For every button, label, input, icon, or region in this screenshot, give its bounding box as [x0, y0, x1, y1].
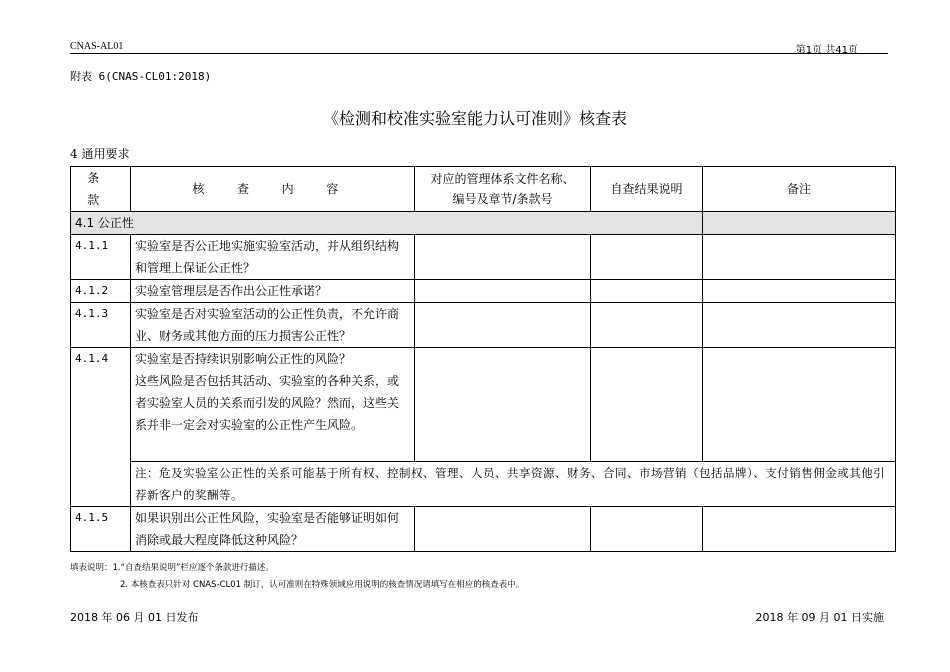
clause-cell: 4.1.2 [71, 280, 131, 303]
content-cell: 如果识别出公正性风险，实验室是否能够证明如何消除或最大程度降低这种风险？ [131, 507, 415, 552]
doc-ref-cell[interactable] [415, 280, 591, 303]
fill-instruction-1: 填表说明：1.“自查结果说明”栏应逐个条款进行描述。 [70, 563, 274, 573]
clause-cell: 4.1.5 [71, 507, 131, 552]
doc-ref-cell[interactable] [415, 235, 591, 280]
table-row [71, 348, 896, 462]
header-self-check: 自查结果说明 [591, 167, 703, 212]
section-title: 4 通用要求 [70, 147, 130, 161]
checklist-table [70, 166, 896, 552]
content-cell: 实验室是否持续识别影响公正性的风险？ 这些风险是否包括其活动、实验室的各种关系，或者实验室人员的关系而引发的风险？然而，这些关系并非一定会对实验室的公正性产生风险。 [131, 348, 415, 462]
self-check-cell[interactable] [591, 280, 703, 303]
table-row [71, 280, 896, 303]
table-row [71, 235, 896, 280]
clause-cell: 4.1.1 [71, 235, 131, 280]
group-remarks-cell [703, 212, 896, 235]
remarks-cell[interactable] [703, 348, 896, 462]
header-divider [70, 53, 888, 54]
table-row [71, 507, 896, 552]
page-title: 《检测和校准实验室能力认可准则》核查表 [322, 109, 627, 128]
self-check-cell[interactable] [591, 303, 703, 348]
remarks-cell[interactable] [703, 303, 896, 348]
clause-cell: 4.1.4 [71, 348, 131, 507]
appendix-label: 附表 6(CNAS-CL01:2018) [70, 70, 212, 83]
table-row [71, 303, 896, 348]
clause-cell: 4.1.3 [71, 303, 131, 348]
header-doc-ref: 对应的管理体系文件名称、 编号及章节/条款号 [415, 167, 591, 212]
header-clause: 条 款 [71, 167, 131, 212]
table-header-row [71, 167, 896, 212]
effective-date: 2018 年 09 月 01 日实施 [755, 611, 884, 624]
content-cell: 实验室是否对实验室活动的公正性负责，不允许商业、财务或其他方面的压力损害公正性？ [131, 303, 415, 348]
note-cell: 注：危及实验室公正性的关系可能基于所有权、控制权、管理、人员、共享资源、财务、合同、市场营销（包括品牌）、支付销售佣金或其他引荐新客户的奖酬等。 [131, 462, 896, 507]
doc-ref-cell[interactable] [415, 303, 591, 348]
doc-ref-cell[interactable] [415, 348, 591, 462]
header-content: 核 查 内 容 [131, 167, 415, 212]
doc-ref-cell[interactable] [415, 507, 591, 552]
self-check-cell[interactable] [591, 235, 703, 280]
content-cell: 实验室管理层是否作出公正性承诺？ [131, 280, 415, 303]
note-row [71, 462, 896, 507]
remarks-cell[interactable] [703, 235, 896, 280]
group-row [71, 212, 896, 235]
content-cell: 实验室是否公正地实施实验室活动，并从组织结构和管理上保证公正性？ [131, 235, 415, 280]
remarks-cell[interactable] [703, 507, 896, 552]
remarks-cell[interactable] [703, 280, 896, 303]
group-label: 4.1 公正性 [71, 212, 703, 235]
self-check-cell[interactable] [591, 348, 703, 462]
self-check-cell[interactable] [591, 507, 703, 552]
publish-date: 2018 年 06 月 01 日发布 [70, 611, 199, 624]
document-code: CNAS-AL01 [70, 41, 124, 52]
fill-instruction-2: 2. 本核查表只针对 CNAS-CL01 制订，认可准则在特殊领域应用说明的核查情况请填写在相应的核查表中。 [120, 580, 525, 590]
page-info: 第1页 共41页 [795, 45, 858, 56]
header-remarks: 备注 [703, 167, 896, 212]
